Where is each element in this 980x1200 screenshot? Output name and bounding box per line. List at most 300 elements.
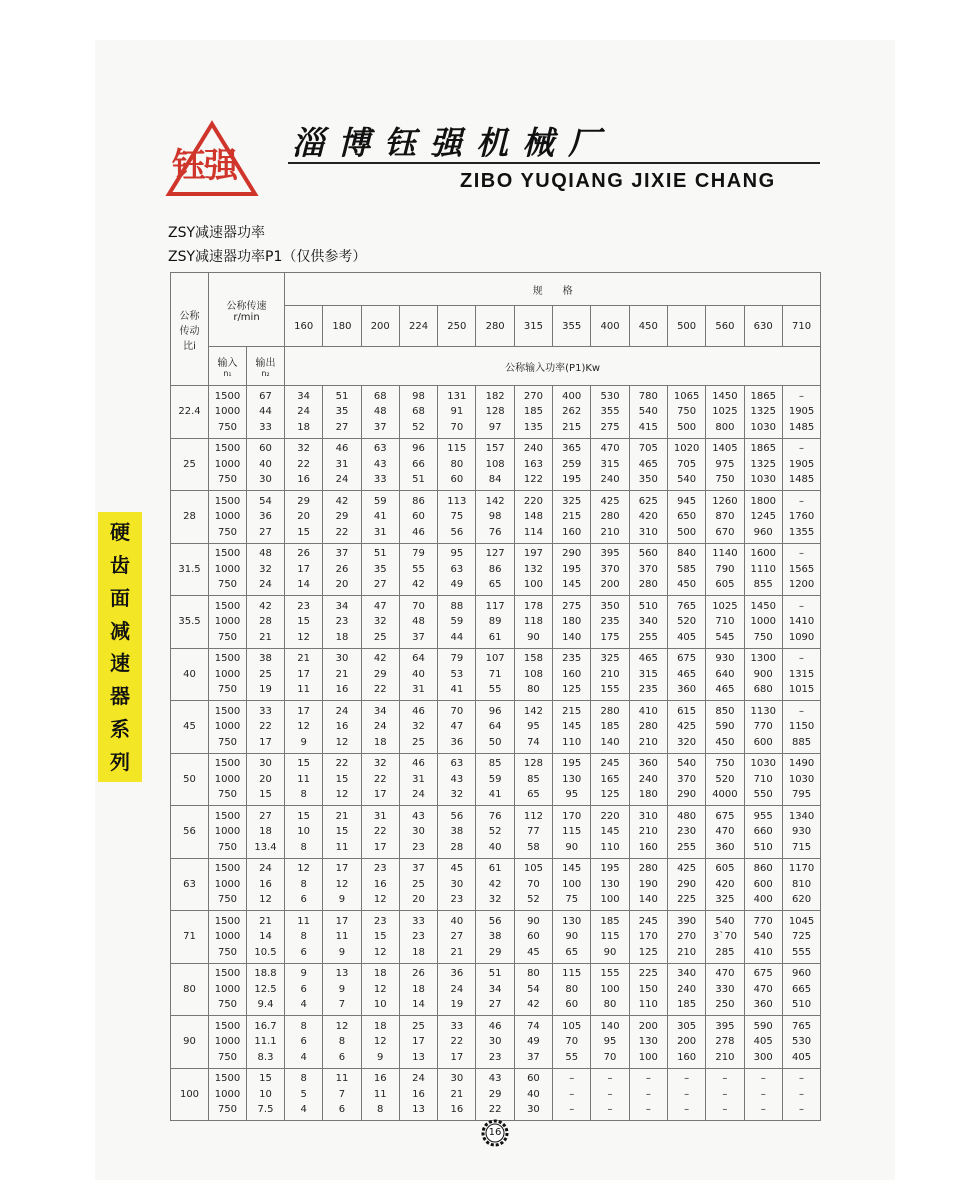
cell-value: 21: [450, 946, 464, 958]
cell-value: 1025: [712, 600, 738, 612]
cell-value: 1905: [788, 458, 815, 470]
cell-value: 1000: [214, 931, 241, 942]
cell-value: 680: [753, 684, 773, 695]
cell-value: 8: [300, 789, 307, 800]
power-cell: [361, 648, 399, 701]
cell-value: 135: [523, 421, 543, 433]
cell-value: 98: [412, 390, 425, 402]
cell-value: 10.5: [254, 946, 277, 958]
cell-value: 31: [373, 810, 387, 822]
cell-value: 350: [638, 474, 658, 485]
cell-value: 1045: [788, 915, 815, 927]
cell-value: –: [799, 1104, 805, 1115]
cell-value: 37: [527, 1051, 540, 1063]
power-cell: [361, 753, 399, 806]
cell-value: 750: [217, 1051, 238, 1063]
cell-value: 18: [335, 631, 349, 643]
cell-value: 1000: [750, 616, 776, 627]
table-row: [171, 543, 821, 596]
cell-value: 860: [753, 863, 773, 874]
output-speed-cell: [247, 911, 285, 964]
cell-value: 38: [488, 931, 502, 942]
power-cell: [553, 1068, 591, 1121]
size-header: 180: [323, 306, 361, 347]
power-cell: [399, 963, 437, 1016]
cell-value: 210: [600, 526, 620, 538]
cell-value: 49: [527, 1036, 540, 1047]
power-cell: [514, 386, 552, 439]
cell-value: 158: [523, 653, 543, 664]
ratio-cell: 22.4: [171, 386, 209, 439]
size-header: 400: [591, 306, 629, 347]
power-cell: [476, 1068, 514, 1121]
power-cell: [399, 806, 437, 859]
cell-value: 310: [638, 526, 658, 538]
output-speed-cell: [247, 858, 285, 911]
cell-value: 885: [792, 736, 812, 748]
cell-value: 80: [450, 458, 464, 470]
cell-value: 105: [523, 863, 543, 874]
cell-value: 40: [259, 458, 272, 470]
cell-value: 5: [300, 1088, 307, 1100]
cell-value: 185: [600, 721, 620, 732]
cell-value: 145: [562, 863, 582, 874]
cell-value: 750: [715, 758, 735, 769]
power-cell: [629, 911, 667, 964]
cell-value: 38: [259, 653, 272, 664]
power-cell: [591, 438, 629, 491]
power-cell: [438, 753, 476, 806]
cell-value: 46: [412, 705, 425, 717]
power-cell: [285, 806, 323, 859]
cell-value: 200: [638, 1020, 658, 1032]
power-cell: [438, 701, 476, 754]
size-header: 200: [361, 306, 399, 347]
cell-value: 1340: [788, 810, 815, 822]
cell-value: 59: [450, 616, 464, 627]
cell-value: 6: [300, 983, 307, 995]
cell-value: 945: [677, 495, 697, 507]
power-cell: [323, 491, 361, 544]
cell-value: 97: [488, 421, 502, 433]
cell-value: 1000: [214, 563, 241, 575]
cell-value: 425: [600, 495, 620, 507]
cell-value: 100: [638, 1051, 658, 1063]
cell-value: 70: [603, 1051, 617, 1063]
cell-value: 210: [677, 946, 697, 958]
cell-value: 22: [335, 526, 349, 538]
power-cell: [514, 543, 552, 596]
cell-value: 65: [488, 579, 502, 590]
cell-value: –: [684, 1073, 690, 1084]
power-cell: [667, 911, 705, 964]
power-cell: [285, 701, 323, 754]
power-cell: [361, 491, 399, 544]
input-sub: n₁: [223, 369, 232, 378]
cell-value: 22: [259, 721, 272, 732]
cell-value: 275: [600, 421, 620, 433]
cell-value: 65: [565, 946, 579, 958]
cell-value: 31: [412, 684, 425, 695]
cell-value: 675: [677, 653, 697, 664]
cell-value: 215: [562, 511, 582, 522]
cell-value: 32: [450, 789, 464, 800]
cell-value: 390: [677, 915, 697, 927]
power-cell: [323, 858, 361, 911]
cell-value: 240: [638, 773, 658, 785]
cell-value: 32: [373, 758, 387, 769]
cell-value: 80: [527, 684, 540, 695]
cell-value: 1030: [750, 758, 776, 769]
cell-value: 63: [450, 758, 464, 769]
cell-value: 540: [715, 915, 735, 927]
cell-value: 450: [677, 579, 697, 590]
cell-value: 185: [600, 915, 620, 927]
cell-value: 51: [412, 474, 425, 485]
cell-value: 600: [753, 736, 773, 748]
power-cell: [744, 806, 782, 859]
cell-value: 175: [600, 631, 620, 643]
power-cell: [629, 753, 667, 806]
cell-value: 42: [488, 878, 502, 890]
cell-value: 220: [523, 495, 543, 507]
cell-value: 14: [412, 999, 425, 1010]
cell-value: 605: [715, 863, 735, 874]
power-cell: [323, 1068, 361, 1121]
cell-value: 600: [753, 878, 773, 890]
cell-value: 340: [677, 968, 697, 979]
power-cell: [629, 963, 667, 1016]
power-cell: [399, 1016, 437, 1069]
cell-value: 37: [335, 548, 349, 559]
power-cell: [514, 806, 552, 859]
power-cell: [361, 806, 399, 859]
cell-value: 86: [488, 563, 502, 575]
output-speed-cell: [247, 596, 285, 649]
input-header: [209, 347, 247, 386]
power-cell: [782, 963, 820, 1016]
cell-value: 43: [488, 1073, 502, 1084]
cell-value: 315: [638, 668, 658, 680]
power-cell: [285, 543, 323, 596]
cell-value: 360: [715, 841, 735, 853]
cell-value: 12: [373, 983, 387, 995]
cell-value: 112: [523, 810, 543, 822]
cell-value: 29: [335, 511, 349, 522]
cell-value: 21: [335, 668, 349, 680]
cell-value: 160: [677, 1051, 697, 1063]
cell-value: 1315: [788, 668, 815, 680]
power-cell: [285, 1068, 323, 1121]
cell-value: 185: [523, 406, 543, 417]
cell-value: 16: [373, 878, 387, 890]
power-cell: [399, 543, 437, 596]
cell-value: 29: [488, 1088, 502, 1100]
power-cell: [591, 648, 629, 701]
cell-value: 1065: [673, 390, 700, 402]
power-cell: [476, 963, 514, 1016]
cell-value: 130: [600, 878, 620, 890]
page-number: 16: [488, 1127, 502, 1138]
cell-value: 405: [753, 1036, 773, 1047]
cell-value: 1355: [788, 526, 815, 538]
power-cell: [285, 1016, 323, 1069]
cell-value: 6: [338, 1051, 346, 1063]
cell-value: 95: [450, 548, 464, 559]
power-cell: [744, 648, 782, 701]
power-cell: [553, 753, 591, 806]
cell-value: 91: [450, 406, 464, 417]
cell-value: 96: [412, 443, 425, 454]
cell-value: 1865: [750, 390, 776, 402]
cell-value: 290: [562, 548, 582, 559]
cell-value: 16: [297, 474, 311, 485]
cell-value: 95: [565, 789, 579, 800]
table-row: [171, 911, 821, 964]
cell-value: –: [799, 443, 805, 454]
cell-value: 765: [792, 1020, 812, 1032]
size-header: 630: [744, 306, 782, 347]
input-speed-cell: [209, 701, 247, 754]
cell-value: 21: [259, 915, 272, 927]
cell-value: 90: [527, 915, 540, 927]
power-cell: [361, 701, 399, 754]
cell-value: 290: [677, 878, 697, 890]
power-cell: [706, 491, 744, 544]
cell-value: 17: [297, 705, 311, 717]
cell-value: 113: [447, 495, 467, 507]
cell-value: 85: [488, 758, 502, 769]
cell-value: 930: [792, 826, 812, 837]
output-speed-cell: [247, 648, 285, 701]
cell-value: 18: [259, 826, 272, 837]
cell-value: 12: [259, 894, 272, 905]
ratio-cell: 40: [171, 648, 209, 701]
cell-value: 255: [677, 841, 697, 853]
cell-value: 560: [638, 548, 658, 559]
cell-value: 33: [450, 1020, 464, 1032]
power-cell: [782, 858, 820, 911]
cell-value: 30: [335, 653, 349, 664]
cell-value: 52: [488, 826, 502, 837]
cell-value: 40: [527, 1088, 540, 1100]
cell-value: 1500: [214, 810, 241, 822]
cell-value: 100: [600, 983, 620, 995]
cell-value: 157: [485, 443, 505, 454]
output-speed-cell: [247, 1016, 285, 1069]
cell-value: 1500: [214, 548, 241, 559]
cell-value: 63: [373, 443, 387, 454]
cell-value: –: [569, 1073, 575, 1084]
cell-value: 51: [335, 390, 349, 402]
cell-value: 34: [488, 983, 502, 995]
cell-value: 12: [335, 1020, 349, 1032]
ratio-cell: 50: [171, 753, 209, 806]
cell-value: 9.4: [257, 999, 274, 1010]
cell-value: 765: [677, 600, 697, 612]
cell-value: 1110: [750, 563, 776, 575]
cell-value: 11: [297, 773, 311, 785]
cell-value: 98: [488, 511, 502, 522]
cell-value: 142: [485, 495, 505, 507]
cell-value: 1260: [712, 495, 738, 507]
cell-value: 31: [412, 773, 425, 785]
power-cell: [744, 438, 782, 491]
power-cell: [629, 648, 667, 701]
table-row: [171, 438, 821, 491]
cell-value: 25: [412, 878, 425, 890]
power-cell: [323, 1016, 361, 1069]
cell-value: 155: [600, 684, 620, 695]
output-sub: n₂: [261, 369, 270, 378]
cell-value: 32: [373, 616, 387, 627]
power-cell: [285, 386, 323, 439]
cell-value: 285: [715, 946, 735, 958]
cell-value: 30: [450, 1073, 464, 1084]
cell-value: 70: [450, 421, 464, 433]
cell-value: 24: [335, 474, 349, 485]
cell-value: 13.4: [254, 841, 277, 853]
input-speed-cell: [209, 438, 247, 491]
ratio-cell: 80: [171, 963, 209, 1016]
cell-value: 590: [753, 1020, 773, 1032]
output-speed-cell: [247, 491, 285, 544]
cell-value: –: [799, 1088, 805, 1100]
cell-value: 1090: [788, 631, 815, 643]
cell-value: 26: [335, 563, 349, 575]
input-speed-cell: [209, 1068, 247, 1121]
power-cell: [629, 543, 667, 596]
input-speed-cell: [209, 963, 247, 1016]
cell-value: 8: [377, 1104, 384, 1115]
cell-value: 165: [600, 773, 620, 785]
cell-value: 8: [300, 931, 307, 942]
cell-value: 68: [373, 390, 387, 402]
cell-value: 215: [562, 705, 582, 717]
cell-value: 1300: [750, 653, 776, 664]
power-cell: [399, 438, 437, 491]
cell-value: 37: [412, 863, 425, 874]
cell-value: 960: [753, 526, 773, 538]
cell-value: 225: [638, 968, 658, 979]
ratio-cell: 56: [171, 806, 209, 859]
power-cell: [514, 963, 552, 1016]
power-cell: [667, 648, 705, 701]
cell-value: 23: [488, 1051, 502, 1063]
cell-value: 750: [217, 789, 238, 800]
cell-value: 80: [603, 999, 617, 1010]
cell-value: 15: [297, 758, 311, 769]
power-cell: [667, 543, 705, 596]
power-cell: [553, 806, 591, 859]
cell-value: 54: [527, 983, 540, 995]
cell-value: 95: [603, 1036, 617, 1047]
cell-value: 1000: [214, 406, 241, 417]
cell-value: 1760: [788, 511, 815, 522]
cell-value: 60: [259, 443, 272, 454]
cell-value: 46: [335, 443, 349, 454]
cell-value: 1500: [214, 1020, 241, 1032]
power-cell: [514, 438, 552, 491]
power-cell: [476, 543, 514, 596]
cell-value: 520: [715, 773, 735, 785]
size-header: 315: [514, 306, 552, 347]
cell-value: 210: [638, 826, 658, 837]
power-cell: [476, 806, 514, 859]
cell-value: 140: [638, 894, 658, 905]
cell-value: 555: [792, 946, 812, 958]
cell-value: 590: [715, 721, 735, 732]
power-cell: [323, 753, 361, 806]
power-cell: [706, 596, 744, 649]
cell-value: 71: [488, 668, 502, 680]
cell-value: 675: [753, 968, 773, 979]
cell-value: 46: [412, 758, 425, 769]
cell-value: 1500: [214, 390, 241, 402]
cell-value: 17: [335, 915, 349, 927]
power-cell: [667, 753, 705, 806]
cell-value: 55: [488, 684, 502, 695]
cell-value: 1500: [214, 968, 241, 979]
output-speed-cell: [247, 963, 285, 1016]
cell-value: 410: [753, 946, 773, 958]
cell-value: 27: [373, 579, 387, 590]
cell-value: 43: [450, 773, 464, 785]
cell-value: 770: [753, 915, 773, 927]
power-cell: [323, 386, 361, 439]
cell-value: 130: [562, 773, 582, 785]
cell-value: 77: [527, 826, 540, 837]
cell-value: 370: [600, 563, 620, 575]
power-cell: [667, 596, 705, 649]
cell-value: 750: [217, 999, 238, 1010]
cell-value: 21: [297, 653, 311, 664]
cell-value: 42: [412, 579, 425, 590]
power-cell: [514, 491, 552, 544]
cell-value: 140: [600, 736, 620, 748]
size-header: 710: [782, 306, 820, 347]
cell-value: 17: [373, 789, 387, 800]
cell-value: 870: [715, 511, 735, 522]
table-row: [171, 963, 821, 1016]
cell-value: 16: [259, 878, 272, 890]
cell-value: 770: [753, 721, 773, 732]
cell-value: 625: [638, 495, 658, 507]
power-cell: [591, 701, 629, 754]
cell-value: 325: [562, 495, 582, 507]
cell-value: 7.5: [257, 1104, 274, 1115]
output-speed-cell: [247, 543, 285, 596]
input-speed-cell: [209, 806, 247, 859]
cell-value: –: [799, 705, 805, 717]
cell-value: 325: [600, 653, 620, 664]
cell-value: 240: [600, 474, 620, 485]
cell-value: 1245: [750, 511, 776, 522]
cell-value: 195: [562, 758, 582, 769]
cell-value: 114: [523, 526, 543, 538]
cell-value: 37: [412, 631, 425, 643]
cell-value: 195: [562, 474, 582, 485]
cell-value: –: [645, 1073, 651, 1084]
cell-value: 115: [562, 968, 582, 979]
cell-value: 9: [300, 968, 307, 979]
cell-value: 122: [523, 474, 543, 485]
cell-value: 12.5: [254, 983, 277, 995]
cell-value: 12: [297, 631, 311, 643]
cell-value: 1565: [788, 563, 815, 575]
power-cell: [744, 858, 782, 911]
cell-value: 300: [753, 1051, 773, 1063]
